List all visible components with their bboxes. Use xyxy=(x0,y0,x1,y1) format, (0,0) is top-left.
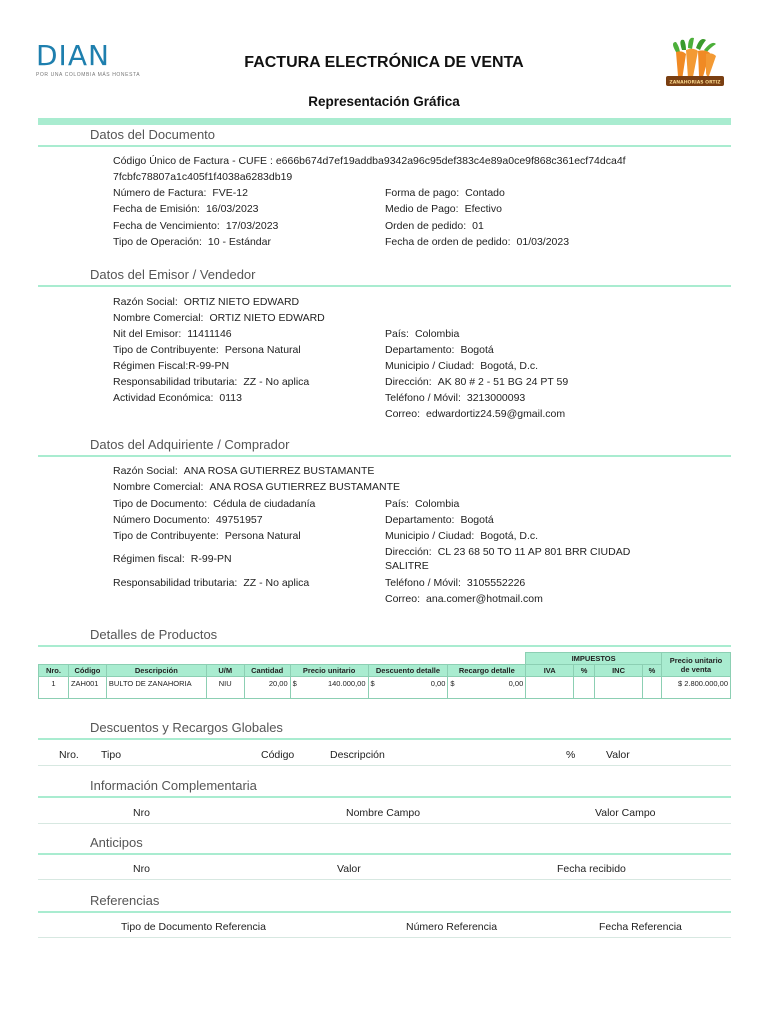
emisor-contribuyente-row xyxy=(113,344,301,356)
numero-factura-value: FVE-12 xyxy=(212,187,248,199)
adq-razon-label: Razón Social: xyxy=(113,465,178,477)
emisor-telefono-row xyxy=(385,392,525,404)
descuentos-col-pct: % xyxy=(566,749,576,761)
forma-pago-label: Forma de pago: xyxy=(385,187,460,199)
col-iva-pct: % xyxy=(574,665,595,677)
emisor-correo-label: Correo: xyxy=(385,408,421,420)
adq-pais-value: Colombia xyxy=(414,498,460,510)
cell-cantidad: 20,00 xyxy=(244,677,290,699)
emisor-direccion-label: Dirección: xyxy=(385,376,432,388)
medio-pago-row xyxy=(385,203,502,215)
col-nro: Nro. xyxy=(39,665,69,677)
emisor-actividad-label: Actividad Económica: xyxy=(113,392,214,404)
adq-num-doc-value: 49751957 xyxy=(215,514,263,526)
emisor-nit-row xyxy=(113,328,232,340)
medio-pago-value: Efectivo xyxy=(464,203,502,215)
section-title-anticipos: Anticipos xyxy=(90,835,143,850)
col-cantidad: Cantidad xyxy=(244,665,290,677)
emisor-responsabilidad-value: ZZ - No aplica xyxy=(243,376,310,388)
adq-razon-value: ANA ROSA GUTIERREZ BUSTAMANTE xyxy=(183,465,375,477)
page-title: FACTURA ELECTRÓNICA DE VENTA xyxy=(244,54,524,71)
adq-nombre-row xyxy=(113,481,400,493)
cell-um: NIU xyxy=(206,677,244,699)
col-precio-unitario: Precio unitario xyxy=(290,665,368,677)
products-table xyxy=(38,652,731,699)
emisor-razon-row xyxy=(113,296,299,308)
emisor-razon-value: ORTIZ NIETO EDWARD xyxy=(183,296,300,308)
adq-telefono-label: Teléfono / Móvil: xyxy=(385,577,461,589)
adq-contribuyente-value: Persona Natural xyxy=(224,530,301,542)
adq-num-doc-label: Número Documento: xyxy=(113,514,210,526)
emisor-contribuyente-value: Persona Natural xyxy=(224,344,301,356)
header-divider xyxy=(38,118,731,125)
section-divider xyxy=(38,145,731,147)
fecha-orden-value: 01/03/2023 xyxy=(516,236,570,248)
complementaria-col-nro: Nro xyxy=(133,807,150,819)
descuentos-col-tipo: Tipo xyxy=(101,749,122,761)
adq-direccion-label: Dirección: xyxy=(385,546,432,558)
row-divider xyxy=(38,879,731,880)
emisor-pais-row xyxy=(385,328,459,340)
adq-responsabilidad-label: Responsabilidad tributaria: xyxy=(113,577,238,589)
adq-razon-row xyxy=(113,465,374,477)
tipo-operacion-value: 10 - Estándar xyxy=(207,236,271,248)
cell-precio xyxy=(290,677,368,699)
adq-telefono-row xyxy=(385,577,525,589)
products-header-row xyxy=(39,665,731,677)
cell-precio-venta: $ 2.800.000,00 xyxy=(661,677,730,699)
col-um: U/M xyxy=(206,665,244,677)
fecha-emision-value: 16/03/2023 xyxy=(205,203,259,215)
section-divider xyxy=(38,911,731,913)
impuestos-header: IMPUESTOS xyxy=(526,653,662,665)
referencias-col-tipo: Tipo de Documento Referencia xyxy=(121,921,266,933)
col-iva: IVA xyxy=(526,665,574,677)
emisor-nombre-label: Nombre Comercial: xyxy=(113,312,204,324)
adq-correo-row xyxy=(385,593,543,605)
emisor-actividad-row xyxy=(113,392,242,404)
complementaria-col-valor: Valor Campo xyxy=(595,807,656,819)
section-title-adquiriente: Datos del Adquiriente / Comprador xyxy=(90,437,290,452)
adq-nombre-label: Nombre Comercial: xyxy=(113,481,204,493)
adq-correo-label: Correo: xyxy=(385,593,421,605)
brand-logo-text: ZANAHORIAS ORTIZ xyxy=(669,80,721,86)
adq-num-doc-row xyxy=(113,514,263,526)
cell-descuento xyxy=(368,677,448,699)
emisor-municipio-row xyxy=(385,360,538,372)
cufe-row xyxy=(113,155,626,167)
adq-municipio-value: Bogotá, D.c. xyxy=(480,530,539,542)
cell-inc xyxy=(595,677,643,699)
cufe-value-1: e666b674d7ef19addba9342a96c95def383c4e89a0ce9f868c361ecf74dca4f xyxy=(275,155,626,167)
dian-logo-mark: DIAN xyxy=(36,39,110,72)
col-recargo: Recargo detalle xyxy=(448,665,526,677)
adq-telefono-value: 3105552226 xyxy=(466,577,526,589)
adq-responsabilidad-value: ZZ - No aplica xyxy=(243,577,310,589)
col-inc-pct: % xyxy=(643,665,662,677)
adq-municipio-label: Municipio / Ciudad: xyxy=(385,530,475,542)
emisor-municipio-value: Bogotá, D.c. xyxy=(480,360,539,372)
row-divider xyxy=(38,937,731,938)
section-title-productos: Detalles de Productos xyxy=(90,627,218,642)
adq-regimen-label: Régimen fiscal: xyxy=(113,553,185,565)
cufe-value-2: 7fcbfc78807a1c405f1f4038a6283db19 xyxy=(113,171,293,183)
adq-direccion-value-1: CL 23 68 50 TO 11 AP 801 BRR CIUDAD xyxy=(437,546,631,558)
products-header-row-top xyxy=(39,653,731,665)
adq-depto-label: Departamento: xyxy=(385,514,455,526)
cell-precio-value: 140.000,00 xyxy=(327,679,366,688)
cell-precio-symbol: $ xyxy=(292,679,297,688)
emisor-correo-value: edwardortiz24.59@gmail.com xyxy=(426,408,566,420)
emisor-regimen-value: R-99-PN xyxy=(188,360,230,372)
adq-nombre-value: ANA ROSA GUTIERREZ BUSTAMANTE xyxy=(209,481,401,493)
adq-depto-value: Bogotá xyxy=(460,514,494,526)
cell-recargo xyxy=(448,677,526,699)
col-codigo: Código xyxy=(68,665,106,677)
section-divider xyxy=(38,796,731,798)
section-title-descuentos: Descuentos y Recargos Globales xyxy=(90,720,283,735)
adq-tipo-doc-value: Cédula de ciudadanía xyxy=(213,498,316,510)
adq-regimen-value: R-99-PN xyxy=(190,553,232,565)
emisor-nombre-row xyxy=(113,312,325,324)
emisor-razon-label: Razón Social: xyxy=(113,296,178,308)
adq-municipio-row xyxy=(385,530,538,542)
fecha-emision-label: Fecha de Emisión: xyxy=(113,203,200,215)
medio-pago-label: Medio de Pago: xyxy=(385,203,459,215)
fecha-vencimiento-row xyxy=(113,220,278,232)
col-descripcion: Descripción xyxy=(106,665,206,677)
row-divider xyxy=(38,765,731,766)
numero-factura-label: Número de Factura: xyxy=(113,187,207,199)
orden-pedido-value: 01 xyxy=(472,220,484,232)
referencias-col-fecha: Fecha Referencia xyxy=(599,921,682,933)
emisor-depto-value: Bogotá xyxy=(460,344,494,356)
descuentos-col-codigo: Código xyxy=(261,749,295,761)
cell-descuento-value: 0,00 xyxy=(430,679,446,688)
emisor-nombre-value: ORTIZ NIETO EDWARD xyxy=(209,312,325,324)
cell-inc-pct xyxy=(643,677,662,699)
fecha-vencimiento-label: Fecha de Vencimiento: xyxy=(113,220,220,232)
emisor-depto-label: Departamento: xyxy=(385,344,455,356)
emisor-municipio-label: Municipio / Ciudad: xyxy=(385,360,475,372)
col-descuento: Descuento detalle xyxy=(368,665,448,677)
emisor-regimen-row xyxy=(113,360,229,372)
cufe-label: Código Único de Factura - CUFE : xyxy=(113,155,273,167)
emisor-contribuyente-label: Tipo de Contribuyente: xyxy=(113,344,219,356)
descuentos-col-nro: Nro. xyxy=(59,749,79,761)
forma-pago-row xyxy=(385,187,505,199)
emisor-telefono-label: Teléfono / Móvil: xyxy=(385,392,461,404)
adq-contribuyente-label: Tipo de Contribuyente: xyxy=(113,530,219,542)
cell-iva xyxy=(526,677,574,699)
adq-correo-value: ana.comer@hotmail.com xyxy=(426,593,543,605)
adq-regimen-row xyxy=(113,553,232,565)
referencias-col-numero: Número Referencia xyxy=(406,921,498,933)
anticipos-col-valor: Valor xyxy=(337,863,361,875)
col-inc: INC xyxy=(595,665,643,677)
emisor-correo-row xyxy=(385,408,565,420)
precio-venta-header xyxy=(661,653,730,677)
section-title-emisor: Datos del Emisor / Vendedor xyxy=(90,267,256,282)
precio-venta-header-1: Precio unitario xyxy=(669,655,723,665)
cell-iva-pct xyxy=(574,677,595,699)
section-divider xyxy=(38,285,731,287)
section-divider xyxy=(38,645,731,647)
forma-pago-value: Contado xyxy=(465,187,505,199)
page-subtitle: Representación Gráfica xyxy=(308,94,460,109)
complementaria-col-nombre: Nombre Campo xyxy=(346,807,421,819)
tipo-operacion-label: Tipo de Operación: xyxy=(113,236,202,248)
adq-tipo-doc-label: Tipo de Documento: xyxy=(113,498,208,510)
emisor-direccion-row xyxy=(385,376,568,388)
adq-pais-row xyxy=(385,498,459,510)
emisor-direccion-value: AK 80 # 2 - 51 BG 24 PT 59 xyxy=(437,376,569,388)
anticipos-col-nro: Nro xyxy=(133,863,150,875)
adq-direccion-row xyxy=(385,546,630,558)
cell-descripcion: BULTO DE ZANAHORIA xyxy=(106,677,206,699)
adq-tipo-doc-row xyxy=(113,498,315,510)
table-row xyxy=(39,677,731,699)
adq-pais-label: País: xyxy=(385,498,409,510)
cell-recargo-value: 0,00 xyxy=(508,679,524,688)
section-divider xyxy=(38,853,731,855)
emisor-telefono-value: 3213000093 xyxy=(466,392,526,404)
adq-contribuyente-row xyxy=(113,530,301,542)
section-title-documento: Datos del Documento xyxy=(90,127,216,142)
orden-pedido-label: Orden de pedido: xyxy=(385,220,467,232)
fecha-vencimiento-value: 17/03/2023 xyxy=(225,220,279,232)
emisor-nit-value: 11411146 xyxy=(187,328,232,340)
emisor-actividad-value: 0113 xyxy=(219,392,242,404)
cell-descuento-symbol: $ xyxy=(370,679,375,688)
tipo-operacion-row xyxy=(113,236,271,248)
emisor-pais-value: Colombia xyxy=(414,328,460,340)
fecha-emision-row xyxy=(113,203,259,215)
emisor-depto-row xyxy=(385,344,494,356)
emisor-pais-label: País: xyxy=(385,328,409,340)
emisor-regimen-label: Régimen Fiscal: xyxy=(113,360,189,372)
adq-direccion-value-2: SALITRE xyxy=(385,560,429,572)
descuentos-col-descripcion: Descripción xyxy=(330,749,385,761)
fecha-orden-label: Fecha de orden de pedido: xyxy=(385,236,511,248)
emisor-responsabilidad-label: Responsabilidad tributaria: xyxy=(113,376,238,388)
adq-responsabilidad-row xyxy=(113,577,309,589)
cell-codigo: ZAH001 xyxy=(68,677,106,699)
emisor-responsabilidad-row xyxy=(113,376,309,388)
adq-depto-row xyxy=(385,514,494,526)
precio-venta-header-2: de venta xyxy=(680,664,712,674)
section-title-complementaria: Información Complementaria xyxy=(90,778,257,793)
carrot-brand-logo xyxy=(662,36,728,92)
orden-pedido-row xyxy=(385,220,484,232)
anticipos-col-fecha: Fecha recibido xyxy=(557,863,626,875)
row-divider xyxy=(38,823,731,824)
numero-factura-row xyxy=(113,187,248,199)
descuentos-col-valor: Valor xyxy=(606,749,630,761)
section-divider xyxy=(38,455,731,457)
cell-nro: 1 xyxy=(39,677,69,699)
section-divider xyxy=(38,738,731,740)
section-title-referencias: Referencias xyxy=(90,893,160,908)
cell-recargo-symbol: $ xyxy=(450,679,455,688)
fecha-orden-row xyxy=(385,236,569,248)
dian-logo-tagline: POR UNA COLOMBIA MÁS HONESTA xyxy=(36,72,141,78)
emisor-nit-label: Nit del Emisor: xyxy=(113,328,182,340)
